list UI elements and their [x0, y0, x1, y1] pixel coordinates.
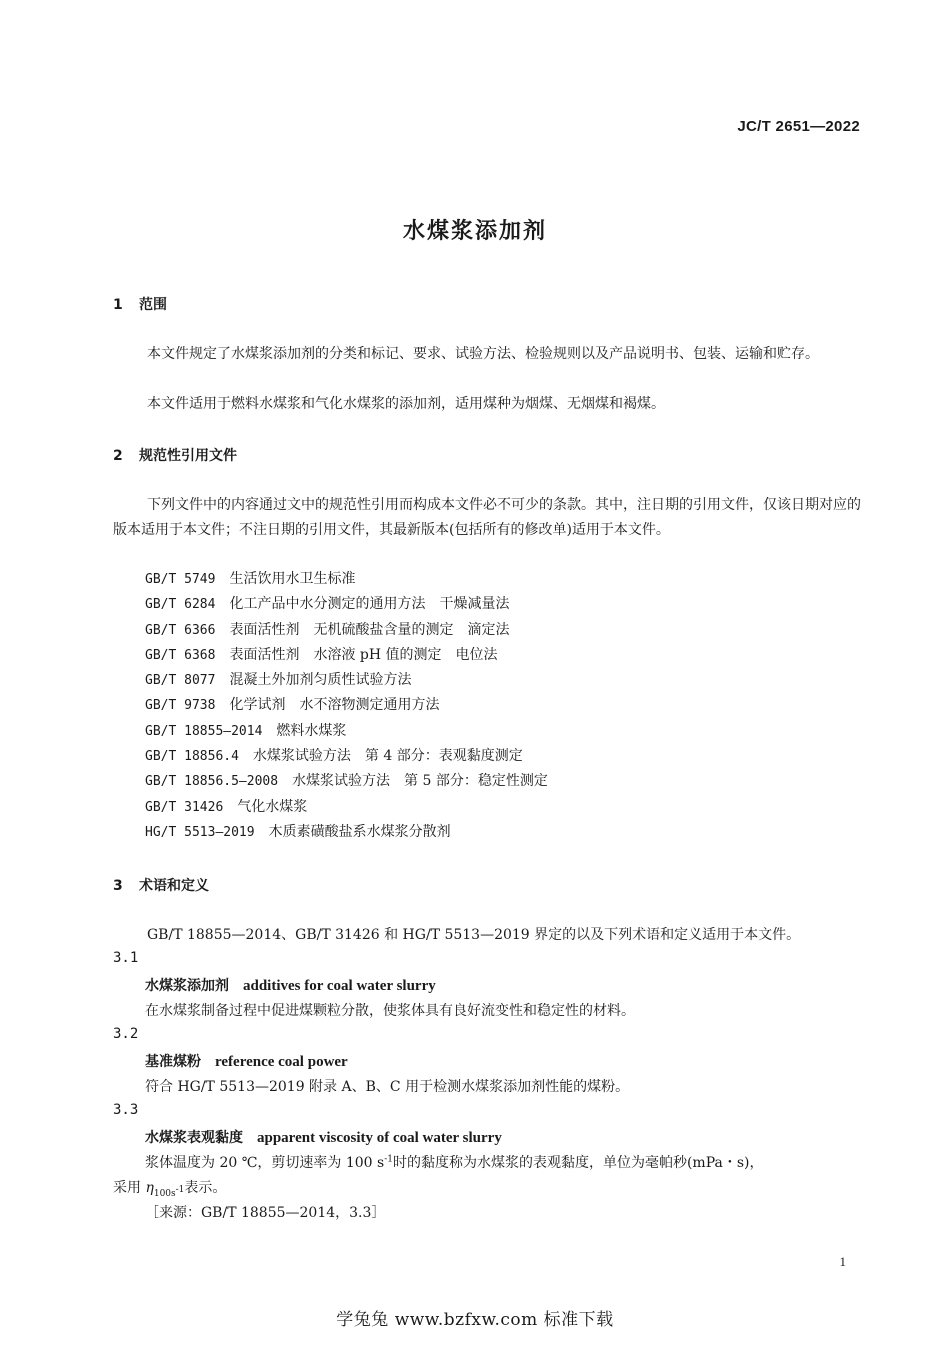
- normative-references-intro: 下列文件中的内容通过文中的规范性引用而构成本文件必不可少的条款。其中，注日期的引用文件，仅该日期对应的版本适用于本文件；不注日期的引用文件，其最新版本(包括所有的修改单)适用于本文件。: [113, 497, 861, 538]
- term-chinese: 水煤浆表观黏度: [145, 1130, 243, 1146]
- standard-code: JC/T 2651—2022: [737, 118, 860, 135]
- term-english: reference coal power: [215, 1054, 348, 1070]
- reference-item: GB/T 5749 生活饮用水卫生标准: [145, 571, 356, 587]
- term-chinese: 水煤浆添加剂: [145, 978, 229, 994]
- reference-item: GB/T 8077 混凝土外加剂匀质性试验方法: [145, 672, 412, 689]
- reference-item: GB/T 18856.5—2008 水煤浆试验方法 第 5 部分：稳定性测定: [145, 773, 548, 790]
- term-number: 3.2: [113, 1026, 139, 1042]
- terms-intro: GB/T 18855—2014、GB/T 31426 和 HG/T 5513—2019 界定的以及下列术语和定义适用于本文件。: [147, 927, 801, 943]
- section-2-heading: [113, 445, 237, 465]
- watermark: 学兔兔 www.bzfxw.com 标准下载: [336, 1310, 614, 1330]
- term-english: additives for coal water slurry: [243, 978, 436, 994]
- reference-item: GB/T 31426 气化水煤浆: [145, 798, 308, 815]
- page-number: 1: [839, 1254, 846, 1269]
- section-title: 范围: [139, 297, 167, 313]
- section-number: 2: [113, 448, 123, 464]
- term-number: 3.1: [113, 950, 139, 966]
- document-title: 水煤浆添加剂: [402, 219, 547, 244]
- reference-item: GB/T 6368 表面活性剂 水溶液 pH 值的测定 电位法: [145, 646, 498, 663]
- reference-item: GB/T 18856.4 水煤浆试验方法 第 4 部分：表观黏度测定: [145, 748, 523, 765]
- viscosity-symbol: $\eta_{100s^{-1}}$: [145, 1180, 185, 1199]
- reference-item: GB/T 9738 化学试剂 水不溶物测定通用方法: [145, 697, 440, 714]
- reference-item: GB/T 18855—2014 燃料水煤浆: [145, 722, 347, 739]
- section-title: 规范性引用文件: [139, 448, 237, 464]
- term-title: [145, 1127, 502, 1147]
- section-1-heading: [113, 294, 167, 314]
- term-english: apparent viscosity of coal water slurry: [257, 1130, 502, 1146]
- term-chinese: 基准煤粉: [145, 1054, 201, 1070]
- term-source: ［来源：GB/T 18855—2014，3.3］: [145, 1205, 386, 1221]
- reference-item: HG/T 5513—2019 木质素磺酸盐系水煤浆分散剂: [145, 823, 451, 840]
- section-number: 3: [113, 878, 123, 894]
- scope-paragraph-2: 本文件适用于燃料水煤浆和气化水煤浆的添加剂，适用煤种为烟煤、无烟煤和褐煤。: [147, 396, 665, 412]
- term-title: [145, 975, 436, 995]
- reference-item: GB/T 6284 化工产品中水分测定的通用方法 干燥减量法: [145, 596, 510, 613]
- term-title: [145, 1051, 348, 1071]
- section-3-heading: [113, 875, 209, 895]
- reference-item: GB/T 6366 表面活性剂 无机硫酸盐含量的测定 滴定法: [145, 621, 510, 638]
- term-definition-continued: 采用 $\eta_{100s^{-1}}$表示。: [113, 1180, 227, 1199]
- term-definition: 浆体温度为 20 ℃，剪切速率为 100 $s^{-1}$时的黏度称为水煤浆的表观黏度，单位为毫帕秒(mPa・s)，: [145, 1154, 764, 1171]
- term-definition: 符合 HG/T 5513—2019 附录 A、B、C 用于检测水煤浆添加剂性能的煤粉。: [145, 1079, 630, 1095]
- term-number: 3.3: [113, 1102, 139, 1118]
- section-title: 术语和定义: [139, 878, 209, 894]
- scope-paragraph-1: 本文件规定了水煤浆添加剂的分类和标记、要求、试验方法、检验规则以及产品说明书、包装、运输和贮存。: [147, 346, 819, 362]
- reference-list: [145, 567, 548, 845]
- term-definition: 在水煤浆制备过程中促进煤颗粒分散，使浆体具有良好流变性和稳定性的材料。: [145, 1003, 635, 1019]
- section-number: 1: [113, 297, 123, 313]
